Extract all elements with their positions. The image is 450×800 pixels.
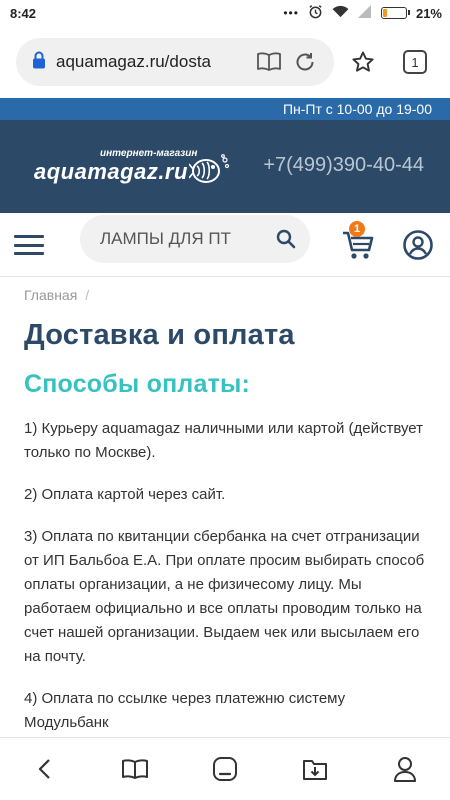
working-hours: Пн-Пт с 10-00 до 19-00 <box>282 101 432 117</box>
more-dots-icon: ••• <box>283 6 299 20</box>
breadcrumb-separator: / <box>85 287 90 303</box>
payment-option-4: 4) Оплата по ссылке через платежню систему Модульбанк <box>24 690 346 731</box>
section-title: Способы оплаты: <box>24 370 251 398</box>
account-icon[interactable] <box>402 229 434 261</box>
payment-option-1: 1) Курьеру aquamagaz наличными или картой (действует только по Москве). <box>24 420 424 461</box>
fish-icon <box>189 154 231 186</box>
payment-option-3: 3) Оплата по квитанции сбербанка на счет отгранизации от ИП Бальбоа Е.А. При оплате просим выбирать способ оплаты организации, а не физичесому лицу. Мы работаем официально и все оплаты проводим только на счет нашей организации. Выдаем чек или высылаем его на почту. <box>24 528 425 665</box>
url-text[interactable]: aquamagaz.ru/dosta <box>56 52 211 71</box>
page-title: Доставка и оплата <box>24 319 295 351</box>
payment-option-2: 2) Оплата картой через сайт. <box>24 486 226 503</box>
battery-fill <box>383 9 387 17</box>
star-icon[interactable] <box>340 39 386 85</box>
browser-toolbar <box>0 26 450 98</box>
status-bar <box>0 0 450 26</box>
signal-icon <box>358 5 372 21</box>
tab-count[interactable]: 1 <box>403 50 427 74</box>
lock-icon[interactable] <box>32 51 46 74</box>
battery-icon <box>381 7 407 19</box>
reader-mode-icon[interactable] <box>254 47 284 77</box>
back-icon[interactable] <box>23 747 67 791</box>
downloads-icon[interactable] <box>293 747 337 791</box>
main-content <box>0 277 450 735</box>
alarm-icon <box>308 4 323 22</box>
wifi-icon <box>332 5 349 21</box>
search-box[interactable] <box>80 215 310 263</box>
search-icon[interactable] <box>274 227 298 251</box>
home-icon[interactable] <box>203 747 247 791</box>
site-header <box>0 120 450 213</box>
working-hours-bar <box>0 98 450 120</box>
address-bar[interactable] <box>16 38 334 86</box>
phone-number[interactable]: +7(499)390-40-44 <box>263 154 424 176</box>
status-icons <box>283 4 442 22</box>
menu-icon[interactable] <box>14 235 44 255</box>
breadcrumb <box>24 287 426 303</box>
profile-icon[interactable] <box>383 747 427 791</box>
cart-count-badge: 1 <box>349 221 365 237</box>
tabs-icon[interactable] <box>392 39 438 85</box>
breadcrumb-home-link[interactable]: Главная <box>24 287 78 303</box>
reload-icon[interactable] <box>290 47 320 77</box>
site-logo[interactable] <box>34 148 234 188</box>
site-nav <box>0 213 450 277</box>
status-time: 8:42 <box>10 5 37 21</box>
battery-percent: 21% <box>415 5 442 21</box>
logo-tagline: интернет-магазин <box>100 148 198 159</box>
browser-bottom-nav <box>0 737 450 800</box>
bookmarks-icon[interactable] <box>113 747 157 791</box>
search-input[interactable] <box>100 229 274 249</box>
cart-button[interactable] <box>340 223 376 263</box>
logo-name: aquamagaz.ru <box>34 159 188 184</box>
